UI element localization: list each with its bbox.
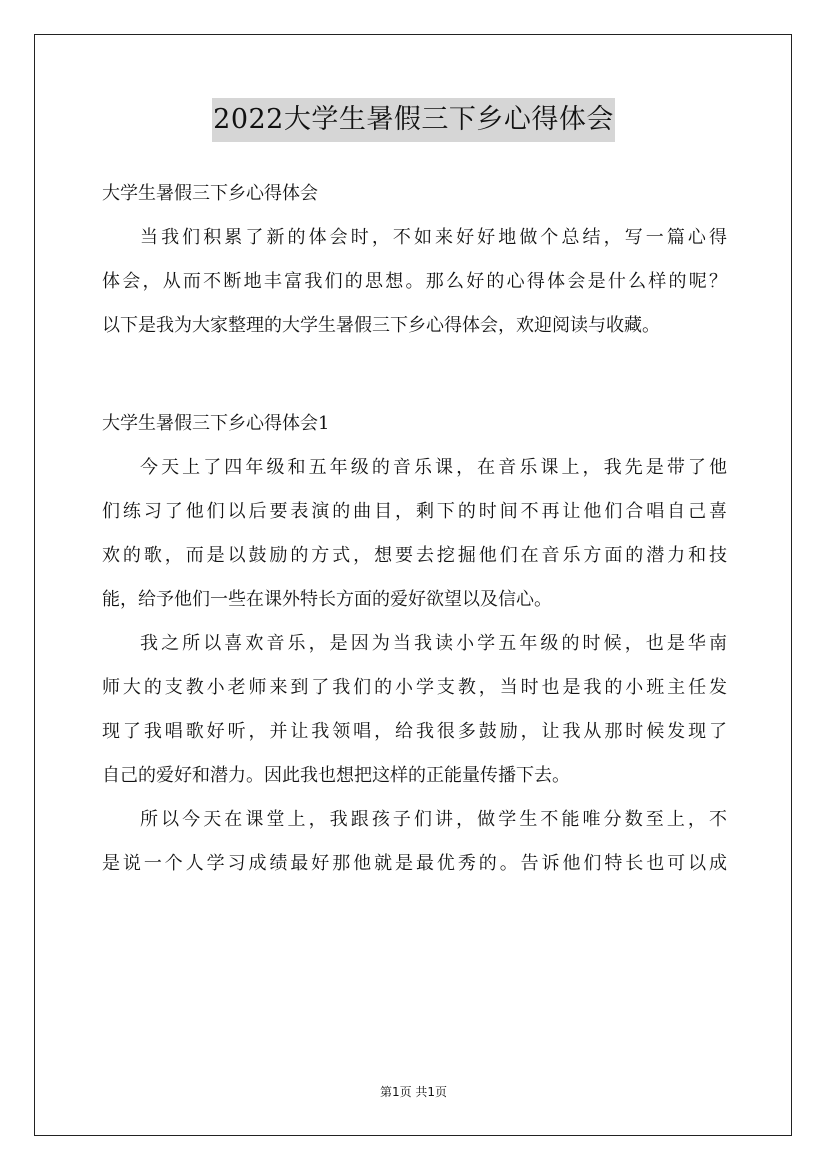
paragraph-line: 所以今天在课堂上，我跟孩子们讲，做学生不能唯分数至上，不	[140, 809, 727, 830]
document-title: 2022大学生暑假三下乡心得体会	[212, 98, 615, 142]
intro-line: 以下是我为大家整理的大学生暑假三下乡心得体会，欢迎阅读与收藏。	[102, 315, 660, 336]
page-footer: 第1页 共1页	[379, 1085, 448, 1099]
paragraph-line: 们练习了他们以后要表演的曲目，剩下的时间不再让他们合唱自己喜	[102, 501, 727, 522]
intro-line: 当我们积累了新的体会时，不如来好好地做个总结，写一篇心得	[140, 227, 727, 248]
subheading: 大学生暑假三下乡心得体会1	[102, 413, 330, 434]
document-body	[102, 172, 727, 886]
paragraph-line: 师大的支教小老师来到了我们的小学支教，当时也是我的小班主任发	[102, 677, 727, 698]
paragraph-line: 欢的歌，而是以鼓励的方式，想要去挖掘他们在音乐方面的潜力和技	[102, 545, 727, 566]
paragraph-line: 我之所以喜欢音乐，是因为当我读小学五年级的时候，也是华南	[140, 633, 727, 654]
paragraph-gap	[102, 348, 727, 402]
intro-line: 体会，从而不断地丰富我们的思想。那么好的心得体会是什么样的呢？	[102, 271, 727, 292]
paragraph-line: 是说一个人学习成绩最好那他就是最优秀的。告诉他们特长也可以成	[102, 853, 727, 874]
section-heading: 大学生暑假三下乡心得体会	[102, 183, 318, 204]
paragraph-line: 现了我唱歌好听，并让我领唱，给我很多鼓励，让我从那时候发现了	[102, 721, 727, 742]
paragraph-line: 能，给予他们一些在课外特长方面的爱好欲望以及信心。	[102, 589, 552, 610]
paragraph-line: 今天上了四年级和五年级的音乐课，在音乐课上，我先是带了他	[140, 457, 727, 478]
paragraph-line: 自己的爱好和潜力。因此我也想把这样的正能量传播下去。	[102, 765, 570, 786]
title-container	[0, 98, 827, 142]
